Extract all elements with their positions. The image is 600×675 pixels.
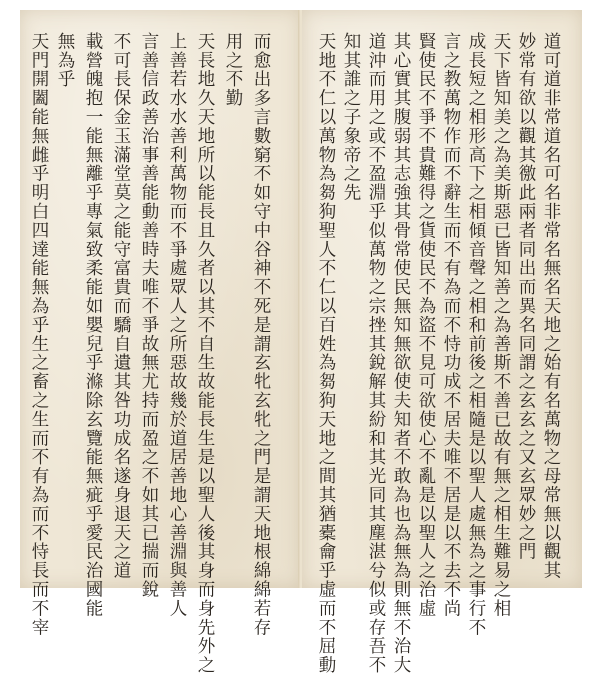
text-column: 成長短之相形高下之相傾音聲之相和前後之相隨是以聖人處無為之事行不	[466, 32, 486, 637]
text-column: 知其誰之子象帝之先	[341, 32, 361, 203]
text-column: 不可長保金玉滿堂莫之能守富貴而驕自遺其咎功成名遂身退天之道	[111, 32, 131, 581]
text-column: 無為乎	[55, 32, 75, 89]
text-column: 天地不仁以萬物為芻狗聖人不仁以百姓為芻狗天地之間其猶橐龠乎虛而不屈動	[316, 32, 336, 675]
text-column: 其心實其腹弱其志強其骨常使民無知無欲使夫知者不敢為也為無為則無不治大	[391, 32, 411, 675]
text-column: 天長地久天地所以能長且久者以其不自生故能長生是以聖人後其身而身先外之	[195, 32, 215, 675]
text-column: 天下皆知美之為美斯惡已皆知善之為善斯不善已故有無之相生難易之相	[491, 32, 511, 618]
text-column: 道沖而用之或不盈淵乎似萬物之宗挫其銳解其紛和其光同其塵湛兮似或存吾不	[366, 32, 386, 675]
text-column: 上善若水水善利萬物而不爭處眾人之所惡故幾於道居善地心善淵與善人	[167, 32, 187, 618]
text-column: 賢使民不爭不貴難得之貨使民不為盜不見可欲使心不亂是以聖人之治虛	[416, 32, 436, 618]
text-column: 天門開闔能無雌乎明白四達能無為乎生之畜之生而不有為而不恃長而不宰	[29, 32, 49, 637]
text-column: 而愈出多言數窮不如守中谷神不死是謂玄牝玄牝之門是謂天地根綿綿若存	[251, 32, 271, 637]
left-page	[20, 10, 301, 675]
right-page	[302, 10, 582, 675]
text-column: 用之不勤	[223, 32, 243, 108]
text-column: 言善信政善治事善能動善時夫唯不爭故無尤持而盈之不如其已揣而銳	[139, 32, 159, 599]
text-column: 言之教萬物作而不辭生而不有為而不恃功成不居夫唯不居是以不去不尚	[441, 32, 461, 618]
text-column: 妙常有欲以觀其徼此兩者同出而異名同謂之玄玄之又玄眾妙之門	[516, 32, 536, 562]
text-column: 載營魄抱一能無離乎專氣致柔能如嬰兒乎滌除玄覽能無疵乎愛民治國能	[83, 32, 103, 618]
text-column: 道可道非常道名可名非常名無名天地之始有名萬物之母常無以觀其	[541, 32, 561, 581]
